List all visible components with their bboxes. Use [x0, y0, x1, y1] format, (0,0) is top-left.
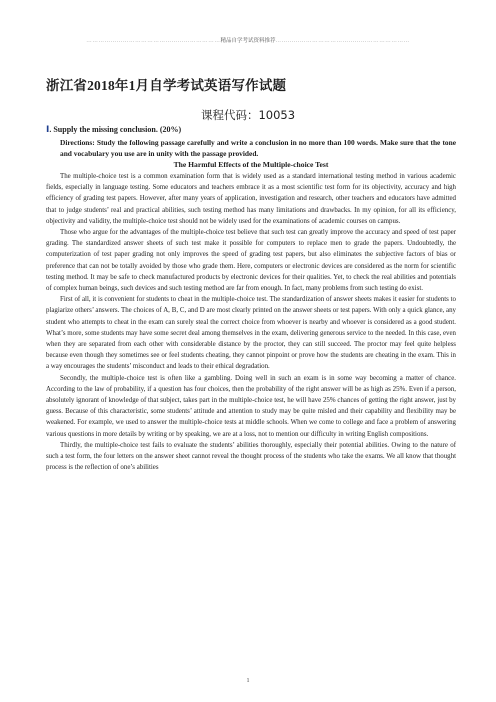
course-code: 课程代码：10053: [200, 108, 296, 122]
essay-paragraph: Secondly, the multiple-choice test is often like a gambling. Doing well in such an exam is in some way becoming a matter of chance. According to the law of probability, if a question has four choices, then the probability of the right answer will be as high as 25%. Even if a person, absolutely ignorant of knowledge of that subject, takes part in the multiple-choice test, he will have 25% chances of getting the right answer, just by guess. Because of this characteristic, some students’ attitude and attention to study may be quite misled and their capability and flexibility may be weakened. For example, we used to answer the multiple-choice tests at middle schools. When we come to college and face a problem of answering various questions in more details by writing or by speaking, we are at a loss, not to mention our difficulty in writing English compositions.: [46, 374, 456, 438]
exam-title: 浙江省2018年1月自学考试英语写作试题: [46, 78, 287, 93]
header-text: 精品自学考试资料推荐: [220, 38, 276, 44]
directions-text: Directions: Study the following passage carefully and write a conclusion in no more than 100 words. Make sure that the tone and vocabulary you use are in unity with the passage provided.: [60, 138, 456, 158]
essay-paragraph: First of all, it is convenient for students to cheat in the multiple-choice test. The standardization of answer sheets makes it easier for students to plagiarize others’ answers. The choices of A, B, C, and D are most clearly printed on the answer sheets or test papers. With only a quick glance, any student who attempts to cheat in the exam can surely steal the correct choice from whoever is nearby and whoever is considered as a good student. What’s more, some students may have some secret deal among themselves in the exam, delivering generous service to the needed. In this case, even when they are separated from each other with considerable distance by the proctor, they can still succeed. The proctor may feel quite helpless because even though they sometimes see or feel students cheating, they cannot pinpoint or prove how the students are cheating in the exam. This in a way encourages the students’ misconduct and leads to their ethical degradation.: [46, 296, 456, 371]
header-dots-right: …………………………………………………………: [275, 38, 410, 44]
essay-paragraph: Thirdly, the multiple-choice test fails to evaluate the students’ abilities thoroughly, especially their potential abilities. Owing to the nature of such a test form, the four letters on the answer sheet cannot reveal the thought process of the students who take the exams. We all know that thought process is the reflection of one’s abilities: [46, 441, 456, 472]
essay-paragraph: The multiple-choice test is a common examination form that is widely used as a standard international testing method in various academic fields, especially in language testing. Some educators and teachers embrace it as a most scientific test form for its objectivity, accuracy and high efficiency of grading test papers. However, after many years of application, investigation and research, other teachers and educators have admitted that to judge students’ real and practical abilities, such testing method has many limitations and drawbacks. In my opinion, for all its efficiency, objectivity and validity, the multiple-choice test should not be widely used for the examinations of academic courses on campus.: [46, 173, 456, 225]
section-number: Ⅰ: [46, 125, 50, 135]
essay-paragraph: Those who argue for the advantages of the multiple-choice test believe that such test can greatly improve the accuracy and speed of test paper grading. The standardized answer sheets of such test make it possible for computers to replace men to grade the papers. Undoubtedly, the computerization of test paper grading not only improves the speed of grading test papers, but also eliminates the subjective factors of bias or preference that can not be totally avoided by those who grade them. Here, computers or electronic devices are considered as the norm for scientific testing method. It may be safe to check manufactured products by electronic devices for their qualities. Yet, to check the real abilities and potentials of complex human beings, such devices and such testing method are far from enough. In fact, many problems from such testing do exist.: [46, 229, 456, 293]
exam-content: [46, 124, 456, 473]
header-dots-left: …………………………………………………………: [86, 38, 221, 44]
page-header: [52, 36, 444, 44]
page-number: 1: [246, 678, 250, 684]
essay-title: The Harmful Effects of the Multiple-choice Test: [173, 160, 329, 169]
section-title: . Supply the missing conclusion. (20%): [49, 125, 182, 134]
section-heading: [46, 124, 456, 136]
